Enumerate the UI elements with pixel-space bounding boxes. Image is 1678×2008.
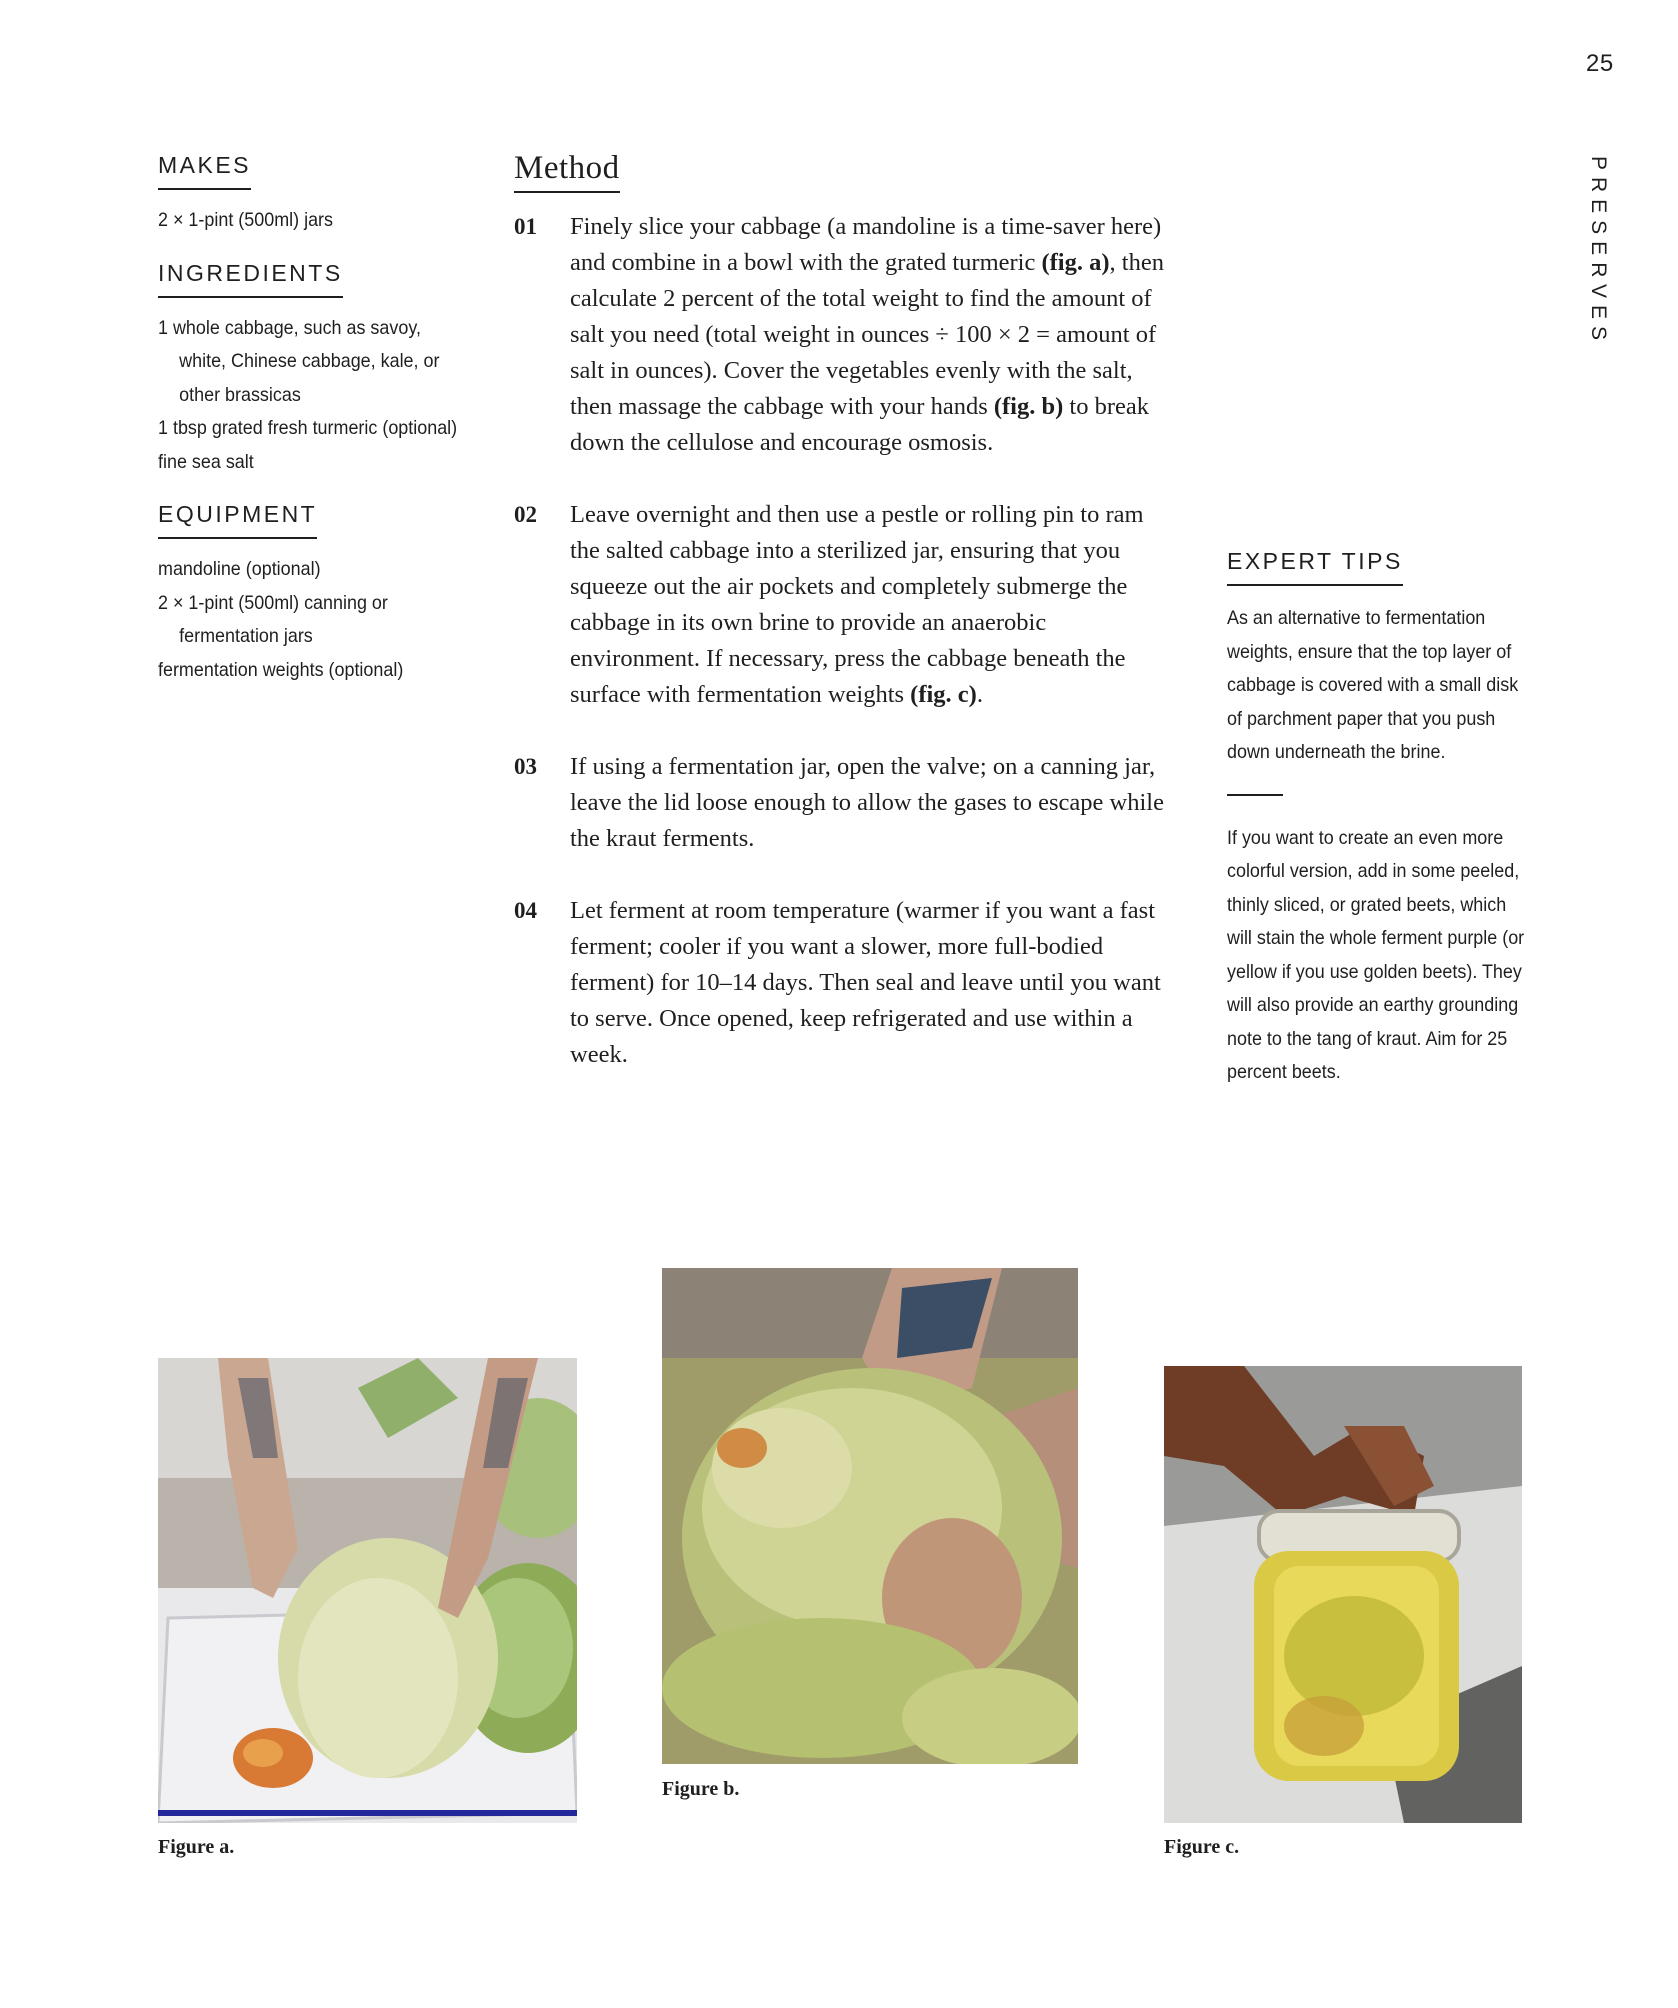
equipment-heading: EQUIPMENT — [158, 501, 317, 539]
figure-reference: (fig. a) — [1041, 249, 1110, 276]
method-step — [514, 209, 1164, 461]
tip-text: As an alternative to fermentation weights, ensure that the top layer of cabbage is covered with a small disk of parchment paper that you push down underneath the brine. — [1227, 607, 1519, 763]
list-item: mandoline (optional) — [158, 558, 321, 580]
list-item: fine sea salt — [158, 450, 254, 473]
figure-c-caption: Figure c. — [1164, 1836, 1240, 1858]
ingredients-list — [158, 312, 458, 480]
step-text: Finely slice your cabbage (a mandoline is a time-saver here) and combine in a bowl with the grated turmeric (fig. a), then calculate 2 percent of the total weight to find the amount of salt you need (total weight in ounces ÷ 100 × 2 = amount of salt in ounces). Cover the vegetables evenly with the salt, then massage the cabbage with your hands (fig. b) to break down the cellulose and encourage osmosis. — [570, 213, 1164, 456]
method-step — [514, 893, 1164, 1073]
equipment-list — [158, 553, 458, 687]
figure-reference: (fig. c) — [910, 681, 977, 708]
step-number: 01 — [514, 214, 537, 239]
figure-b-caption: Figure b. — [662, 1778, 740, 1800]
figure-reference: (fig. b) — [993, 393, 1064, 420]
method-section — [514, 150, 1164, 1109]
makes-section — [158, 152, 458, 238]
method-steps — [514, 209, 1164, 1073]
makes-list — [158, 204, 458, 238]
list-item: fermentation weights (optional) — [158, 658, 404, 681]
expert-tips-heading: EXPERT TIPS — [1227, 548, 1403, 586]
step-number: 04 — [514, 898, 537, 923]
list-item: 1 whole cabbage, such as savoy, white, Chinese cabbage, kale, or other brassicas — [158, 316, 440, 406]
figure-a-caption: Figure a. — [158, 1836, 235, 1858]
method-step — [514, 497, 1164, 713]
makes-heading: MAKES — [158, 152, 251, 190]
equipment-section — [158, 501, 458, 687]
method-title: Method — [514, 150, 620, 193]
step-text: Leave overnight and then use a pestle or rolling pin to ram the salted cabbage into a sterilized jar, ensuring that you squeeze out the air pockets and completely submerge the cabbage in its own brine to provide an anaerobic environment. If necessary, press the cabbage beneath the surface with fermentation weights (fig. c). — [570, 501, 1144, 708]
step-text: If using a fermentation jar, open the valve; on a canning jar, leave the lid loose enough to allow the gases to escape while the kraut ferments. — [570, 753, 1164, 852]
section-tab: PRESERVES — [1587, 156, 1610, 347]
ingredients-section — [158, 260, 458, 480]
figure-a-photo — [158, 1358, 577, 1823]
step-number: 03 — [514, 754, 537, 779]
step-number: 02 — [514, 502, 537, 527]
figure-c-photo — [1164, 1366, 1522, 1823]
tips-divider — [1227, 794, 1283, 796]
recipe-sidebar — [158, 152, 458, 709]
list-item: 2 × 1-pint (500ml) jars — [158, 209, 333, 231]
figure-b-photo — [662, 1268, 1078, 1764]
expert-tips — [1227, 548, 1527, 1090]
tip-text: If you want to create an even more colorful version, add in some peeled, thinly sliced, or grated beets, which will stain the whole ferment purple (or yellow if you use golden beets). They will also provide an earthy grounding note to the tang of kraut. Aim for 25 percent beets. — [1227, 826, 1525, 1083]
page-number: 25 — [1586, 50, 1614, 77]
method-step — [514, 749, 1164, 857]
ingredients-heading: INGREDIENTS — [158, 260, 343, 298]
step-text: Let ferment at room temperature (warmer if you want a fast ferment; cooler if you want a slower, more full-bodied ferment) for 10–14 days. Then seal and leave until you want to serve. Once opened, keep refrigerated and use within a week. — [570, 897, 1161, 1068]
list-item: 1 tbsp grated fresh turmeric (optional) — [158, 417, 458, 439]
list-item: 2 × 1-pint (500ml) canning or fermentation jars — [158, 591, 388, 647]
